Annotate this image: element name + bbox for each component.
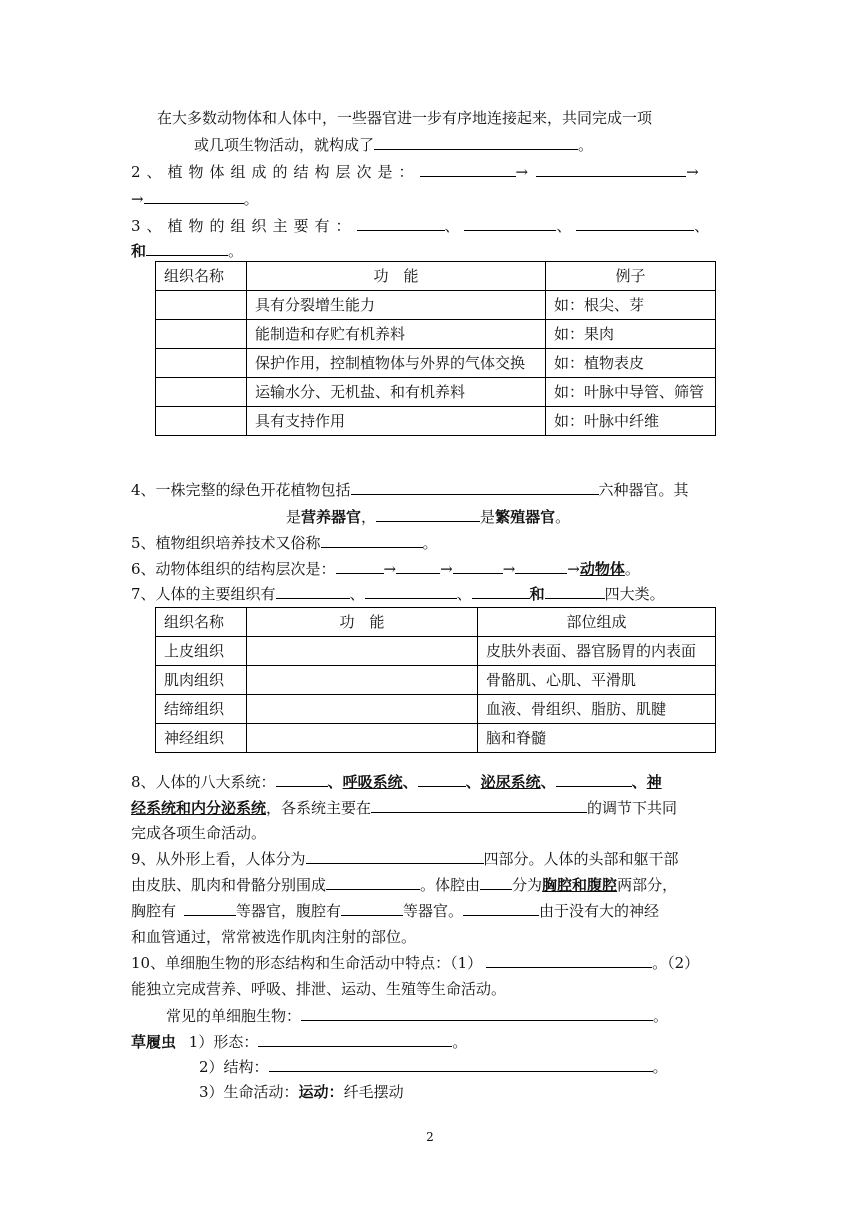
example-cell: 如：果肉 [546, 320, 716, 349]
tissue-name-cell: 结缔组织 [156, 695, 247, 724]
question-8-cont: 经系统和内分泌系统，各系统主要在 的调节下共同 [131, 799, 678, 817]
blank[interactable] [515, 559, 567, 574]
question-6: 6、动物体组织的结构层次是： → → → →动物体。 [131, 560, 640, 578]
function-cell: 具有支持作用 [247, 407, 546, 436]
function-cell: 具有分裂增生能力 [247, 291, 546, 320]
blank[interactable] [418, 772, 466, 787]
blank[interactable] [486, 953, 652, 968]
blank[interactable] [184, 901, 236, 916]
human-tissue-table [155, 607, 716, 753]
intro-line-1 [157, 107, 652, 129]
blank[interactable] [276, 772, 328, 787]
tissue-name-cell: 神经组织 [156, 724, 247, 753]
function-cell: 保护作用，控制植物体与外界的气体交换 [247, 349, 546, 378]
blank[interactable] [463, 901, 539, 916]
question-10: 10、单细胞生物的形态结构和生命活动中特点：（1） 。（2） [131, 954, 700, 972]
header-cell: 组织名称 [156, 262, 247, 291]
header-cell: 部位组成 [478, 608, 716, 637]
part-cell: 脑和脊髓 [478, 724, 716, 753]
blank[interactable] [258, 1032, 452, 1047]
question-9-cont-2: 胸腔有 等器官，腹腔有 等器官。 由于没有大的神经 [131, 902, 660, 920]
question-7: 7、人体的主要组织有 、 、 和 四大类。 [131, 585, 665, 603]
table-row [156, 291, 716, 320]
blank[interactable] [336, 559, 384, 574]
part-cell: 皮肤外表面、器官肠胃的内表面 [478, 637, 716, 666]
function-cell: 运输水分、无机盐、和有机养料 [247, 378, 546, 407]
plant-tissue-table [155, 261, 716, 436]
page-number: 2 [426, 1130, 434, 1144]
blank[interactable] [396, 559, 440, 574]
arrow: → [515, 163, 529, 181]
tissue-name-cell[interactable] [156, 349, 247, 378]
blank[interactable] [376, 507, 480, 522]
function-cell[interactable] [247, 724, 478, 753]
header-cell: 功 能 [247, 262, 546, 291]
blank[interactable] [341, 901, 403, 916]
tissue-name-cell[interactable] [156, 320, 247, 349]
arrow: → [686, 163, 699, 181]
tissue-name-cell[interactable] [156, 407, 247, 436]
blank[interactable] [545, 584, 605, 599]
q2-text: 2、植物体组成的结构层次是： [131, 163, 420, 181]
question-3: 3、植物的组织主要有： 、 、 、 [131, 217, 710, 235]
paramecium-item-2: 2）结构： 。 [199, 1058, 668, 1076]
blank[interactable] [357, 216, 445, 231]
question-8: 8、人体的八大系统： 、呼吸系统、 、泌尿系统、 、神 [131, 773, 662, 791]
question-9: 9、从外形上看，人体分为 四部分。人体的头部和躯干部 [131, 850, 679, 868]
blank[interactable] [576, 216, 694, 231]
blank[interactable] [365, 584, 457, 599]
tissue-name-cell: 上皮组织 [156, 637, 247, 666]
intro-text-1: 在大多数动物体和人体中，一些器官进一步有序地连接起来，共同完成一项 [157, 109, 653, 127]
q3-text: 3、植物的组织主要有： [131, 217, 357, 235]
paramecium-item-3: 3）生命活动：运动：纤毛摆动 [199, 1083, 404, 1101]
table-header-row [156, 608, 716, 637]
question-4: 4、一株完整的绿色开花植物包括 六种器官。其 [131, 481, 689, 499]
question-9-cont-3: 和血管通过，常常被选作肌肉注射的部位。 [131, 928, 417, 946]
function-cell[interactable] [247, 695, 478, 724]
table-header-row [156, 262, 716, 291]
example-cell: 如：植物表皮 [546, 349, 716, 378]
table-row [156, 349, 716, 378]
blank[interactable] [301, 1006, 653, 1021]
question-8-cont-2: 完成各项生命活动。 [131, 824, 267, 842]
question-9-cont: 由皮肤、肌肉和骨骼分别围成 。体腔由 分为胸腔和腹腔两部分， [131, 876, 678, 894]
table-row [156, 320, 716, 349]
blank[interactable] [556, 772, 632, 787]
function-cell: 能制造和存贮有机养料 [247, 320, 546, 349]
question-4-cont: 是营养器官， 是繁殖器官。 [286, 508, 571, 526]
blank[interactable] [371, 798, 587, 813]
question-10-cont-2: 常见的单细胞生物： 。 [166, 1007, 669, 1025]
tissue-name-cell[interactable] [156, 378, 247, 407]
table-row [156, 637, 716, 666]
function-cell[interactable] [247, 637, 478, 666]
blank[interactable] [480, 875, 512, 890]
blank[interactable] [351, 480, 599, 495]
table-row [156, 407, 716, 436]
table-row [156, 724, 716, 753]
paramecium-title: 草履虫 [131, 1033, 177, 1051]
blank[interactable] [374, 135, 578, 150]
question-2 [131, 161, 699, 183]
blank[interactable] [306, 849, 484, 864]
blank[interactable] [536, 162, 686, 177]
blank[interactable] [276, 584, 350, 599]
question-3-cont: 和 。 [131, 242, 244, 260]
table-row [156, 695, 716, 724]
example-cell: 如：根尖、芽 [546, 291, 716, 320]
example-cell: 如：叶脉中纤维 [546, 407, 716, 436]
blank[interactable] [464, 216, 556, 231]
blank[interactable] [326, 875, 420, 890]
blank[interactable] [269, 1057, 653, 1072]
intro-line-2: 或几项生物活动，就构成了 。 [194, 136, 594, 154]
blank[interactable] [472, 584, 530, 599]
blank[interactable] [146, 241, 228, 256]
part-cell: 骨骼肌、心肌、平滑肌 [478, 666, 716, 695]
function-cell[interactable] [247, 666, 478, 695]
header-cell: 功 能 [247, 608, 478, 637]
table-row [156, 666, 716, 695]
intro-text-2: 或几项生物活动，就构成了 [194, 136, 375, 154]
tissue-name-cell[interactable] [156, 291, 247, 320]
question-2-cont: → 。 [131, 190, 259, 208]
header-cell: 例子 [546, 262, 716, 291]
table-row [156, 378, 716, 407]
blank[interactable] [453, 559, 503, 574]
arrow: → [131, 190, 144, 208]
paramecium-item-1: 草履虫 1）形态： 。 [131, 1033, 468, 1051]
question-5: 5、植物组织培养技术又俗称 。 [131, 534, 438, 552]
blank[interactable] [321, 533, 423, 548]
blank[interactable] [420, 162, 516, 177]
tissue-name-cell: 肌肉组织 [156, 666, 247, 695]
question-10-cont: 能独立完成营养、呼吸、排泄、运动、生殖等生命活动。 [131, 980, 507, 998]
part-cell: 血液、骨组织、脂肪、肌腱 [478, 695, 716, 724]
header-cell: 组织名称 [156, 608, 247, 637]
example-cell: 如：叶脉中导管、筛管 [546, 378, 716, 407]
blank[interactable] [144, 189, 244, 204]
